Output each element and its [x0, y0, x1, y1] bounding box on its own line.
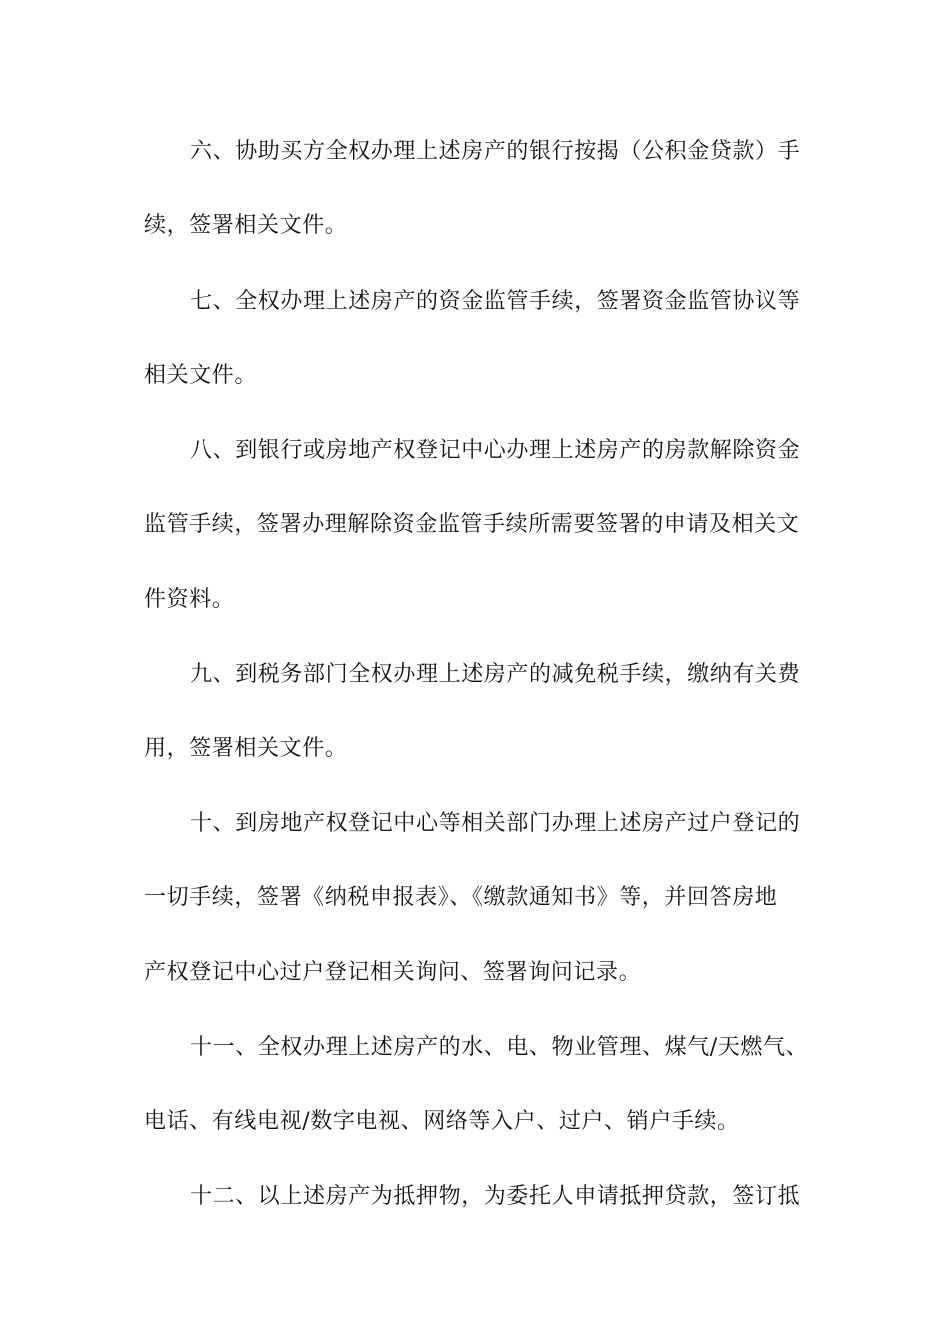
paragraph-10-line-3 — [0, 955, 950, 991]
text-line: 电话、有线电视/数字电视、网络等入户、过户、销户手续。 — [144, 1109, 740, 1134]
text-line: 十、到房地产权登记中心等相关部门办理上述房产过户登记的 — [190, 811, 801, 836]
paragraph-10-line-1 — [0, 806, 950, 842]
text-line: 七、全权办理上述房产的资金监管手续，签署资金监管协议等 — [190, 289, 801, 314]
text-line: 件资料。 — [144, 587, 235, 612]
text-line: 相关文件。 — [144, 363, 258, 388]
text-line: 十二、以上述房产为抵押物，为委托人申请抵押贷款，签订抵 — [190, 1184, 801, 1209]
paragraph-9-line-1 — [0, 657, 950, 693]
text-line: 监管手续，签署办理解除资金监管手续所需要签署的申请及相关文 — [144, 512, 800, 537]
text-line: 十一、全权办理上述房产的水、电、物业管理、煤气/天燃气、 — [190, 1035, 809, 1060]
paragraph-7-line-2 — [0, 358, 950, 394]
text-line: 用，签署相关文件。 — [144, 736, 348, 761]
text-line: 续，签署相关文件。 — [144, 213, 348, 238]
paragraph-10-line-2 — [0, 880, 950, 916]
paragraph-7-line-1 — [0, 284, 950, 320]
paragraph-11-line-1 — [0, 1030, 950, 1066]
paragraph-11-line-2 — [0, 1104, 950, 1140]
paragraph-8-line-1 — [0, 433, 950, 469]
paragraph-12-line-1 — [0, 1179, 950, 1215]
paragraph-6-line-2 — [0, 208, 950, 244]
text-line: 一切手续，签署《纳税申报表》、《缴款通知书》等，并回答房地 — [144, 885, 778, 910]
paragraph-9-line-2 — [0, 731, 950, 767]
paragraph-8-line-3 — [0, 582, 950, 618]
text-line: 产权登记中心过户登记相关询问、签署询问记录。 — [144, 960, 642, 985]
text-line: 八、到银行或房地产权登记中心办理上述房产的房款解除资金 — [190, 438, 801, 463]
text-line: 六、协助买方全权办理上述房产的银行按揭（公积金贷款）手 — [190, 139, 801, 164]
paragraph-8-line-2 — [0, 507, 950, 543]
paragraph-6-line-1 — [0, 134, 950, 170]
text-line: 九、到税务部门全权办理上述房产的减免税手续，缴纳有关费 — [190, 662, 801, 687]
